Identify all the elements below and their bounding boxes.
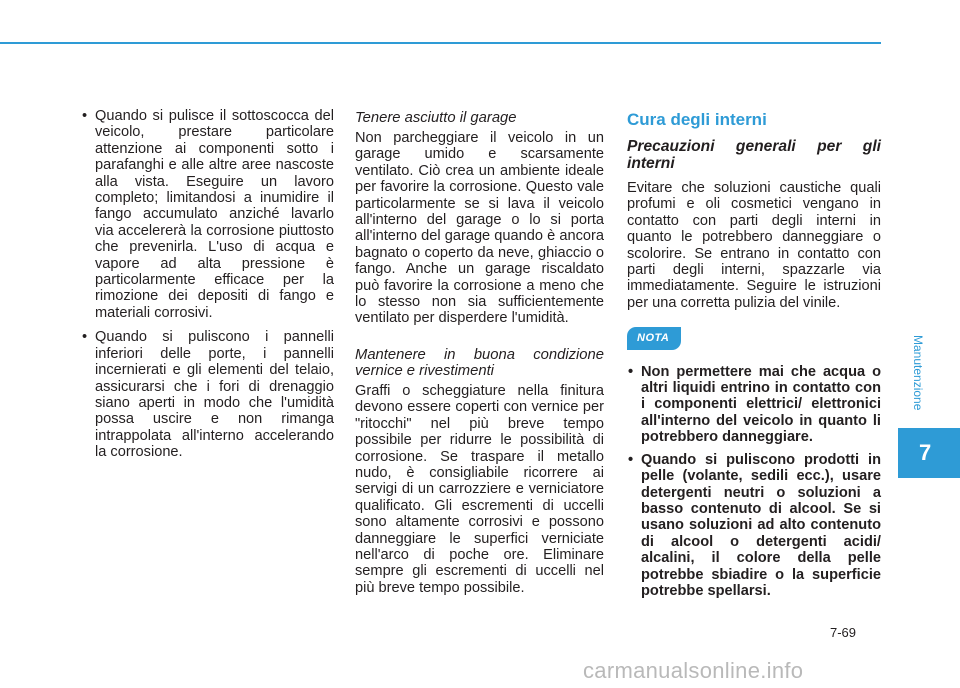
chapter-tab: 7 bbox=[898, 428, 960, 478]
header-rule bbox=[0, 42, 881, 44]
note-item-liquids: • Non permettere mai che acqua o altri liquidi entrino in contatto con i componenti elettrici/ elettronici all'interno del veicolo in quanto li potrebbero danneggiare. bbox=[627, 364, 881, 446]
column-2 bbox=[355, 110, 604, 616]
note-list bbox=[627, 364, 881, 600]
garage-heading: Tenere asciutto il garage bbox=[355, 110, 517, 126]
bullet-list bbox=[82, 108, 334, 461]
note-item-leather: • Quando si puliscono prodotti in pelle (volante, sedili ecc.), usare detergenti neutri o soluzioni a basso contenuto di alcool. Se si usano soluzioni ad alto contenuto di alcool o detergenti acidi/ alcalini, il colore della pelle potrebbe sbiadire o la superficie potrebbe spellarsi. bbox=[627, 452, 881, 600]
garage-paragraph: Non parcheggiare il veicolo in un garage umido e scarsamente ventilato. Ciò crea un ambiente ideale per favorire la corrosione. Questo vale particolarmente se si lava il veicolo all'interno del garage o lo si porta all'interno del garage quando è ancora bagnato o coperto da neve, ghiaccio o fango. Anche un garage riscaldato può favorire la corrosione a meno che lo stesso non sia sufficientemente ventilato per disperdere l'umidità. bbox=[355, 130, 604, 327]
note-badge: NOTA bbox=[627, 327, 681, 349]
section-side-label: Manutenzione bbox=[911, 335, 925, 411]
bullet-item-underbody: • Quando si pulisce il sottoscocca del veicolo, prestare particolare attenzione ai componenti sotto i parafanghi e alle altre aree nascoste alla vista. Eseguire un lavoro completo; limitandosi a inumidire il fango accumulato anziché lavarlo via accelererà la corrosione piuttosto che prevenirla. L'uso di acqua e vapore ad alta pressione è particolarmente efficace per la rimozione dei depositi di fango e materiali corrosivi. bbox=[82, 108, 334, 321]
column-3 bbox=[627, 110, 881, 605]
paint-paragraph: Graffi o scheggiature nella finitura devono essere coperti con vernice per "ritocchi" nel più breve tempo possibile per ridurre le possibilità di corrosione. Se traspare il metallo nudo, è consigliabile ricorrere ai servigi di un carrozziere e verniciatore qualificato. Gli escrementi di uccelli sono altamente corrosivi e possono danneggiare le superfici verniciate nell'arco di poche ore. Eliminare sempre gli escrementi di uccelli nel più breve tempo possibile. bbox=[355, 382, 604, 596]
column-1 bbox=[82, 108, 334, 469]
interior-subheading: Precauzioni generali per gli interni bbox=[627, 138, 881, 172]
bullet-item-door-panels: • Quando si puliscono i pannelli inferiori delle porte, i pannelli incernierati e gli elementi del telaio, assicurarsi che i fori di drenaggio siano aperti in modo che l'umidità possa uscire e non rimanga intrappolata all'interno accelerando la corrosione. bbox=[82, 329, 334, 460]
page-number: 7-69 bbox=[830, 625, 857, 640]
watermark: carmanualsonline.info bbox=[583, 658, 804, 683]
paint-heading: Mantenere in buona condizione vernice e rivestimenti bbox=[355, 346, 604, 379]
section-title: Cura degli interni bbox=[627, 110, 767, 129]
interior-paragraph: Evitare che soluzioni caustiche quali profumi e oli cosmetici vengano in contatto con parti degli interni in quanto le potrebbero danneggiare o scolorire. Se entrano in contatto con parti degli interni, spazzarle via immediatamente. Seguire le istruzioni per una corretta pulizia del vinile. bbox=[627, 180, 881, 311]
